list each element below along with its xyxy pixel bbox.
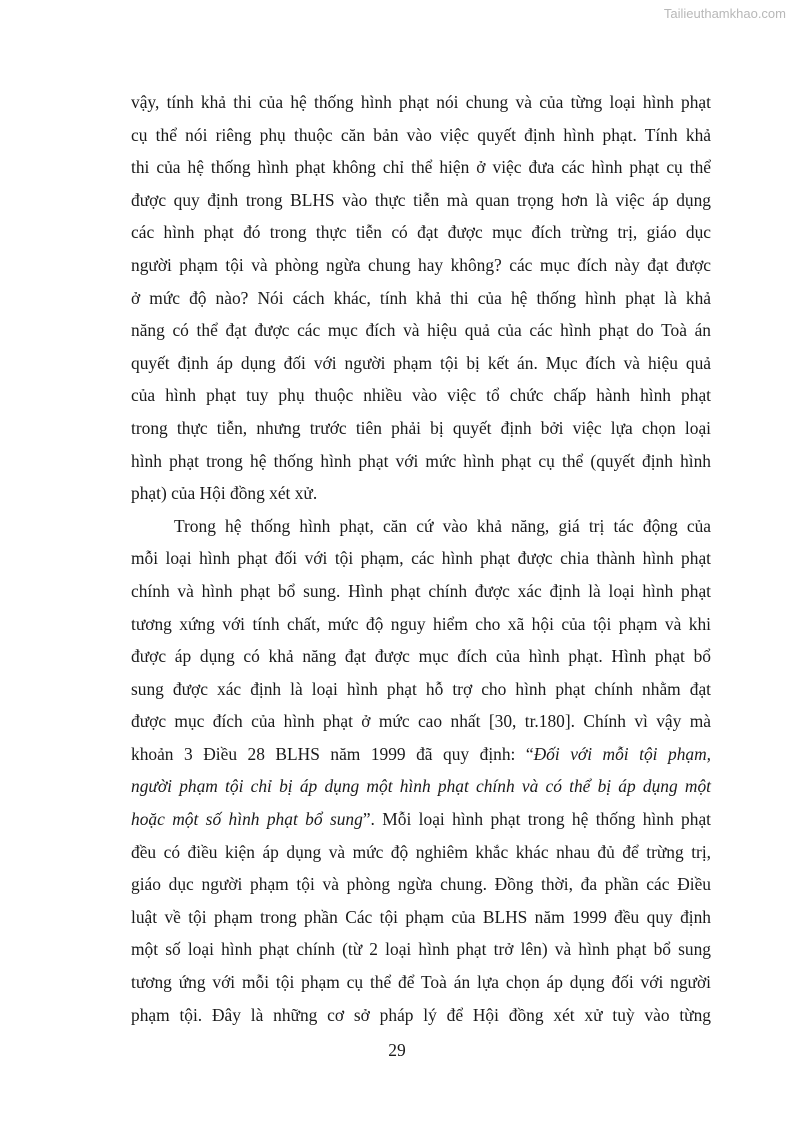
text-line: giáo dục người phạm tội và phòng ngừa chung. Đồng thời, đa phần các Điều [131, 874, 711, 895]
text-line: được áp dụng có khả năng đạt được mục đích của hình phạt. Hình phạt bổ [131, 646, 711, 667]
quote-close: ”. Mỗi loại hình phạt trong hệ thống hình phạt [362, 809, 711, 830]
text-line [131, 803, 711, 836]
text-line [131, 738, 711, 771]
text-line: quyết định áp dụng đối với người phạm tội bị kết án. Mục đích và hiệu quả [131, 352, 711, 373]
quote-italic: hoặc một số hình phạt bổ sung [131, 809, 363, 830]
text-line: mỗi loại hình phạt đối với tội phạm, các hình phạt được chia thành hình phạt [131, 548, 711, 569]
text-line: các hình phạt đó trong thực tiễn có đạt được mục đích trừng trị, giáo dục [131, 222, 711, 243]
text-line: một số loại hình phạt chính (từ 2 loại hình phạt trở lên) và hình phạt bổ sung [131, 939, 711, 960]
text-line: chính và hình phạt bổ sung. Hình phạt chính được xác định là loại hình phạt [131, 580, 711, 601]
paragraph-1 [131, 86, 711, 510]
quote-italic: người phạm tội chỉ bị áp dụng một hình phạt chính và có thể bị áp dụng một [131, 776, 711, 797]
page-body [131, 86, 711, 1031]
text-line: vậy, tính khả thi của hệ thống hình phạt nói chung và của từng loại hình phạt [131, 92, 711, 112]
quote-intro: khoản 3 Điều 28 BLHS năm 1999 đã quy định: “ [131, 743, 534, 764]
text-line: của hình phạt tuy phụ thuộc nhiều vào việc tổ chức chấp hành hình phạt [131, 385, 711, 406]
text-line: Trong hệ thống hình phạt, căn cứ vào khả năng, giá trị tác động của [174, 515, 711, 536]
text-line: thi của hệ thống hình phạt không chỉ thể hiện ở việc đưa các hình phạt cụ thể [131, 157, 711, 178]
text-line: sung được xác định là loại hình phạt hỗ trợ cho hình phạt chính nhằm đạt [131, 678, 711, 699]
text-line: đều có điều kiện áp dụng và mức độ nghiêm khắc khác nhau đủ để trừng trị, [131, 841, 711, 862]
text-line: năng có thể đạt được các mục đích và hiệu quả của các hình phạt do Toà án [131, 320, 711, 341]
text-line: cụ thể nói riêng phụ thuộc căn bản vào việc quyết định hình phạt. Tính khả [131, 124, 711, 145]
text-line: ở mức độ nào? Nói cách khác, tính khả thi của hệ thống hình phạt là khả [131, 287, 711, 308]
text-line: được quy định trong BLHS vào thực tiễn mà quan trọng hơn là việc áp dụng [131, 189, 711, 210]
watermark: Tailieuthamkhao.com [663, 6, 786, 21]
text-line: phạt) của Hội đồng xét xử. [131, 483, 318, 504]
text-line: trong thực tiễn, nhưng trước tiên phải bị quyết định bởi việc lựa chọn loại [131, 417, 711, 438]
quote-italic: Đối với mỗi tội phạm, [533, 743, 711, 764]
text-line: tương xứng với tính chất, mức độ nguy hiểm cho xã hội của tội phạm và khi [131, 613, 711, 634]
text-line: luật về tội phạm trong phần Các tội phạm của BLHS năm 1999 đều quy định [131, 906, 711, 927]
text-line: người phạm tội và phòng ngừa chung hay không? các mục đích này đạt được [131, 254, 711, 275]
text-line: tương ứng với mỗi tội phạm cụ thể để Toà án lựa chọn áp dụng đối với người [131, 972, 711, 993]
text-line: được mục đích của hình phạt ở mức cao nhất [30, tr.180]. Chính vì vậy mà [131, 711, 711, 732]
text-line: phạm tội. Đây là những cơ sở pháp lý để Hội đồng xét xử tuỳ vào từng [131, 1004, 711, 1025]
page-number: 29 [388, 1040, 406, 1060]
paragraph-2 [131, 510, 711, 1032]
text-line: hình phạt trong hệ thống hình phạt với mức hình phạt cụ thể (quyết định hình [131, 450, 711, 471]
